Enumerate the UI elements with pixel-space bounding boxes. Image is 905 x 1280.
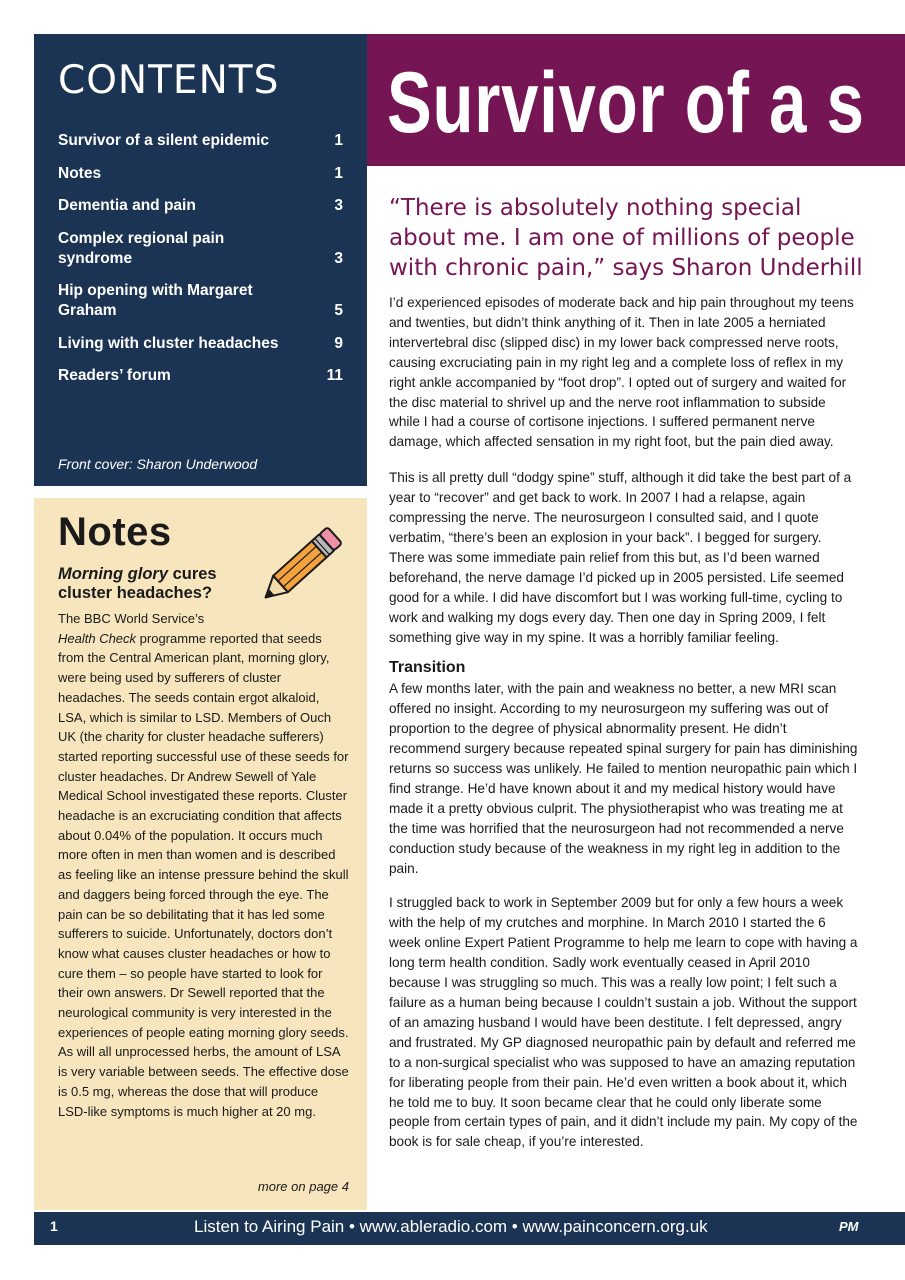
article-paragraph: I struggled back to work in September 2009 but for only a few hours a week with the help of my crutches and morphine. In March 2010 I started the 6 week online Expert Patient Programme to help me learn to cope with having a long term health condition. Sadly work eventually ceased in April 2010 because I was struggling so much. This was a really low point; I felt such a failure as a human being because I couldn’t sustain a job. Without the support of an amazing husband I would have been destitute. I felt depressed, angry and frustrated. My GP diagnosed neuropathic pain by default and referred me to a non-surgical specialist who was supposed to have an amazing reputation for liberating people from their pain. He’d even written a book about it, which he told me to buy. It soon became clear that he could only liberate some people from certain types of pain, and it didn’t include my pain. My copy of the book is for sale cheap, if you’re interested. — [389, 895, 858, 1150]
contents-item[interactable] — [58, 334, 345, 354]
contents-item-title: Complex regional pain syndrome — [58, 229, 225, 267]
contents-item[interactable] — [58, 281, 345, 321]
notes-body — [58, 609, 349, 1121]
section-heading: Transition — [389, 659, 466, 677]
contents-item-title: Living with cluster headaches — [58, 334, 279, 352]
headline-banner — [367, 34, 905, 166]
contents-item[interactable] — [58, 366, 345, 386]
article-paragraph: I’d experienced episodes of moderate back and hip pain throughout my teens and twenties, but didn’t think anything of it. Then in late 2005 a herniated intervertebral disc (slipped disc) in my lower back compressed nerve roots, causing excruciating pain in my right leg and a complete loss of reflex in my right ankle accompanied by “foot drop”. I opted out of surgery and waited for the disc material to shrivel up and the nerve root inflammation to subside while I had a course of cortisone injections. I suffered permanent nerve damage, which affected sensation in my right foot, but the pain died away. — [389, 295, 854, 450]
cover-caption: Front cover: Sharon Underwood — [58, 456, 258, 472]
contents-item[interactable] — [58, 164, 345, 184]
contents-item-page: 3 — [334, 197, 343, 214]
contents-panel — [34, 34, 367, 486]
contents-item-title: Readers’ forum — [58, 367, 171, 384]
contents-title: CONTENTS — [58, 58, 280, 103]
footer-bar — [34, 1212, 905, 1245]
article — [389, 193, 863, 1168]
contents-item[interactable] — [58, 229, 345, 269]
contents-item-page: 1 — [334, 132, 343, 149]
notes-panel — [34, 498, 367, 1210]
notes-title: Notes — [58, 510, 172, 554]
contents-item-page: 1 — [334, 164, 343, 182]
contents-item-title: Notes — [58, 164, 102, 182]
contents-item-title: Dementia and pain — [58, 197, 196, 214]
notes-subtitle — [58, 565, 248, 603]
more-link[interactable]: more on page 4 — [257, 1179, 349, 1194]
contents-item-page: 11 — [326, 367, 343, 384]
contents-item-page: 9 — [334, 334, 343, 352]
notes-programme: Health Check — [58, 630, 137, 646]
headline: Survivor of a s — [387, 55, 865, 151]
footer-initials: PM — [839, 1219, 859, 1234]
footer-text: Listen to Airing Pain • www.ableradio.com • www.painconcern.org.uk — [194, 1217, 708, 1236]
notes-subtitle-italic: Morning glory — [58, 565, 168, 583]
contents-item-title: Hip opening with Margaret Graham — [58, 282, 253, 319]
contents-item[interactable] — [58, 131, 345, 151]
article-paragraph: This is all pretty dull “dodgy spine” stuff, although it did take the best part of a year to “recover” and get back to work. In 2007 I had a relapse, again compressing the nerve. The neurosurgeon I consulted said, and I quote verbatim, “there’s been an explosion in your back”. I begged for surgery. There was some immediate pain relief from this but, as I’d been warned beforehand, the nerve damage I’d picked up in 2005 persisted. Life seemed good for a while. I did have discomfort but I was working full-time, cycling to work and walking my dogs every day. Then one day in Spring 2009, I felt something give way in my spine. It was a horribly familiar feeling. — [389, 470, 852, 645]
contents-list — [58, 131, 345, 386]
contents-item-page: 3 — [334, 249, 343, 267]
pull-quote: “There is absolutely nothing special about me. I am one of millions of people with chronic pain,” says Sharon Underhill — [389, 195, 863, 281]
notes-intro: The BBC World Service’s — [58, 611, 205, 626]
contents-item-title: Survivor of a silent epidemic — [58, 132, 270, 149]
contents-item[interactable] — [58, 196, 345, 216]
contents-item-page: 5 — [334, 302, 343, 319]
pencil-icon — [252, 516, 352, 610]
notes-body-text: programme reported that seeds from the Central American plant, morning glory, were being used by sufferers of cluster headaches. The seeds contain ergot alkaloid, LSA, which is similar to LSD. Members of Ouch UK (the charity for cluster headache sufferers) started reporting successful use of these seeds for cluster headaches. Dr Andrew Sewell of Yale Medical School investigated these reports. Cluster headache is an excruciating condition that affects about 0.04% of the population. It occurs much more often in men than women and is described as feeling like an intense pressure behind the skull and daggers being forced through the eye. The pain can be so debilitating that it has led some sufferers to suicide. Unfortunately, doctors don’t know what causes cluster headaches or how to cure them – so people have started to look for their own answers. Dr Sewell reported that the neurological community is very interested in the experiences of people eating morning glory seeds. As will all unprocessed herbs, the amount of LSA is very variable between seeds. The effective dose is 0.5 mg, whereas the dose that will produce LSD-like symptoms is much higher at 20 mg. — [58, 630, 349, 1119]
article-paragraph: A few months later, with the pain and weakness no better, a new MRI scan offered no insight. According to my neurosurgeon my suffering was out of proportion to the degree of physical abnormality present. He didn’t recommend surgery because repeated spinal surgery for pain has diminishing returns so success was unlikely. He failed to mention neuropathic pain which I find strange. He’d have known about it and my medical history would have made it a pretty obvious culprit. The physiotherapist who was treating me at the time was horrified that the neurosurgeon had not recommended a nerve conduction study because of the weakness in my right leg in addition to the pain. — [389, 681, 858, 876]
notes-subtitle-rest: cures cluster headaches? — [58, 565, 217, 602]
page-number: 1 — [50, 1218, 58, 1234]
